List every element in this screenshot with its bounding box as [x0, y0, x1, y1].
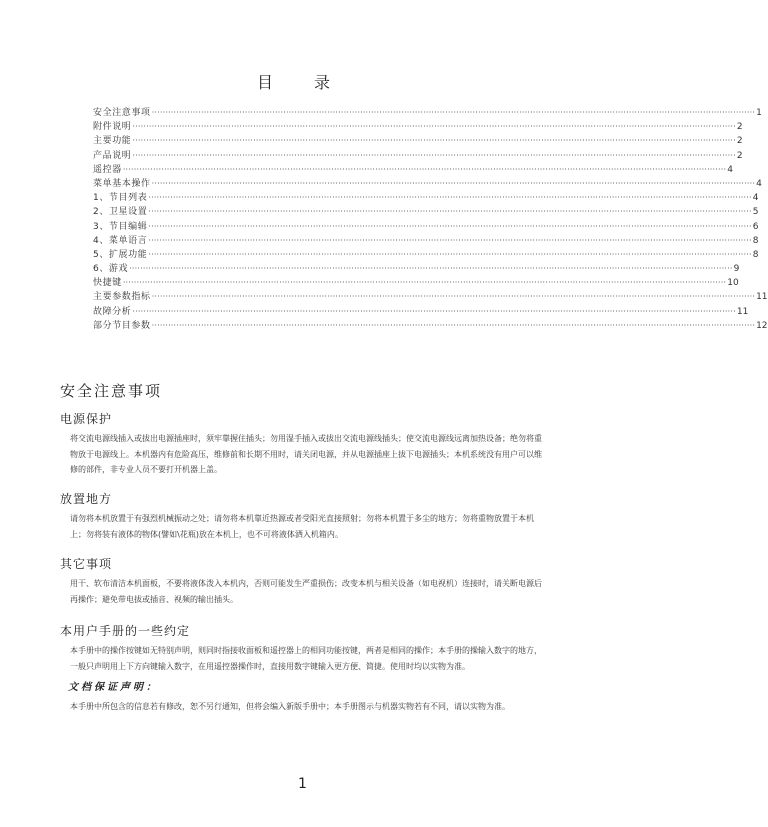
toc-entry-label: 5、扩展功能 [93, 249, 148, 260]
toc-dot-leader: ···························································································································································································································· [132, 306, 736, 316]
toc-entry-label: 1、节目列表 [93, 193, 148, 204]
toc-entry-page: 4 [752, 193, 759, 204]
other-matters-section [60, 555, 550, 607]
toc-entry-page: 5 [752, 207, 759, 218]
toc-dot-leader: ···························································································································································································································· [151, 320, 756, 330]
other-matters-body: 用干、软布清洁本机面板，不要将液体泼入本机内，否则可能发生严重损伤；改变本机与相关设备（如电视机）连接时，请关断电源后再操作；避免带电拔或插音、视频的输出插头。 [70, 579, 542, 604]
toc-entry-page: 11 [736, 306, 749, 317]
toc-entry-label: 2、卫星设置 [93, 207, 148, 218]
toc-entry-page: 9 [733, 264, 740, 275]
toc-dot-leader: ···························································································································································································································· [148, 235, 752, 245]
power-protection-body: 将交流电源线插入或拔出电源插座时，须牢靠握住插头；勿用湿手插入或拔出交流电源线插头；使交流电源线远离加热设备；绝勿将重物放于电源线上。本机器内有危险高压，维修前和长期不用时，请关闭电源，并从电源插座上拔下电源插头；本机系统没有用户可以维修的部件，非专业人员不要打开机器上盖。 [70, 434, 542, 474]
toc-dot-leader: ···························································································································································································································· [148, 207, 752, 217]
toc-entry-page: 6 [752, 221, 759, 232]
toc-entry-page: 10 [727, 278, 739, 289]
toc-entry [93, 262, 740, 276]
toc-entry-label: 主要功能 [93, 136, 132, 147]
placement-body: 请勿将本机放置于有强烈机械振动之处；请勿将本机靠近热源或者受阳光直接照射；勿将本机置于多尘的地方；勿将重物放置于本机上；勿将装有液体的物体(譬如\花瓶)放在本机上，也不可将液体洒入机箱内。 [70, 514, 534, 539]
conventions-body: 本手册中的操作按键如无特别声明，则同时指接收面板和遥控器上的相同功能按键，两者是相同的操作；本手册的操输入数字的地方，一般只声明用上下方向键输入数字，在用遥控器操作时，直接用数字键输入更方便、简捷。使用时均以实物为准。 [70, 646, 542, 671]
toc-dot-leader: ···························································································································································································································· [148, 193, 752, 203]
page-number: 1 [298, 776, 307, 792]
toc-entry [93, 120, 743, 134]
toc-dot-leader: ···························································································································································································································· [151, 292, 756, 302]
toc-entry [93, 163, 733, 177]
toc-entry [93, 305, 749, 319]
toc-entry-label: 3、节目编辑 [93, 221, 148, 232]
toc-entry-label: 附件说明 [93, 122, 132, 133]
toc-entry [93, 220, 759, 234]
toc-entry-page: 4 [727, 164, 733, 175]
other-matters-heading: 其它事项 [60, 557, 113, 571]
power-protection-heading: 电源保护 [60, 412, 113, 426]
toc-entry [93, 191, 759, 205]
toc-dot-leader: ···························································································································································································································· [122, 164, 727, 174]
toc-dot-leader: ···························································································································································································································· [132, 122, 736, 132]
disclaimer-body: 本手册中所包含的信息若有修改，恕不另行通知，但将会编入新版手册中；本手册图示与机器实物若有不同，请以实物为准。 [70, 702, 510, 711]
toc-entry-label: 部分节目参数 [93, 320, 151, 331]
toc-entry-page: 2 [736, 136, 743, 147]
toc-entry-label: 故障分析 [93, 306, 132, 317]
toc-entry-label: 主要参数指标 [93, 292, 151, 303]
conventions-section [60, 622, 550, 715]
toc-dot-leader: ···························································································································································································································· [122, 278, 727, 288]
toc-dot-leader: ···························································································································································································································· [132, 136, 736, 146]
power-protection-section [60, 410, 550, 478]
toc-dot-leader: ···························································································································································································································· [148, 221, 752, 231]
table-of-contents [93, 106, 768, 333]
toc-entry-label: 遥控器 [93, 164, 122, 175]
toc-entry-page: 4 [756, 178, 762, 189]
toc-entry-page: 1 [756, 108, 762, 118]
toc-entry [93, 149, 743, 163]
toc-entry [93, 205, 759, 219]
toc-entry [93, 134, 743, 148]
toc-dot-leader: ···························································································································································································································· [148, 249, 752, 259]
toc-entry [93, 248, 759, 262]
placement-heading: 放置地方 [60, 492, 113, 506]
toc-entry-page: 11 [756, 292, 768, 303]
placement-section [60, 490, 550, 542]
toc-entry [93, 106, 762, 120]
toc-entry-page: 2 [736, 150, 743, 161]
conventions-heading: 本用户手册的一些约定 [60, 624, 191, 638]
toc-entry [93, 290, 768, 304]
toc-entry-page: 2 [736, 122, 743, 133]
toc-entry-label: 6、游戏 [93, 264, 129, 275]
toc-entry-label: 4、菜单语言 [93, 235, 148, 246]
toc-entry-label: 产品说明 [93, 150, 132, 161]
toc-entry-label: 快捷键 [93, 278, 122, 289]
toc-dot-leader: ···························································································································································································································· [132, 150, 736, 160]
toc-entry-page: 8 [752, 235, 759, 246]
toc-title: 目 录 [256, 73, 349, 92]
toc-entry [93, 319, 768, 333]
toc-entry [93, 177, 762, 191]
disclaimer-heading: 文档保证声明： [68, 682, 159, 693]
toc-dot-leader: ···························································································································································································································· [129, 264, 733, 274]
toc-dot-leader: ···························································································································································································································· [151, 108, 756, 117]
toc-entry-page: 12 [756, 320, 768, 331]
toc-dot-leader: ···························································································································································································································· [151, 178, 756, 188]
toc-entry [93, 276, 739, 290]
toc-entry-label: 菜单基本操作 [93, 178, 151, 189]
section-title: 安全注意事项 [60, 382, 163, 400]
toc-entry [93, 234, 759, 248]
toc-entry-page: 8 [752, 249, 759, 260]
toc-entry-label: 安全注意事项 [93, 108, 151, 118]
